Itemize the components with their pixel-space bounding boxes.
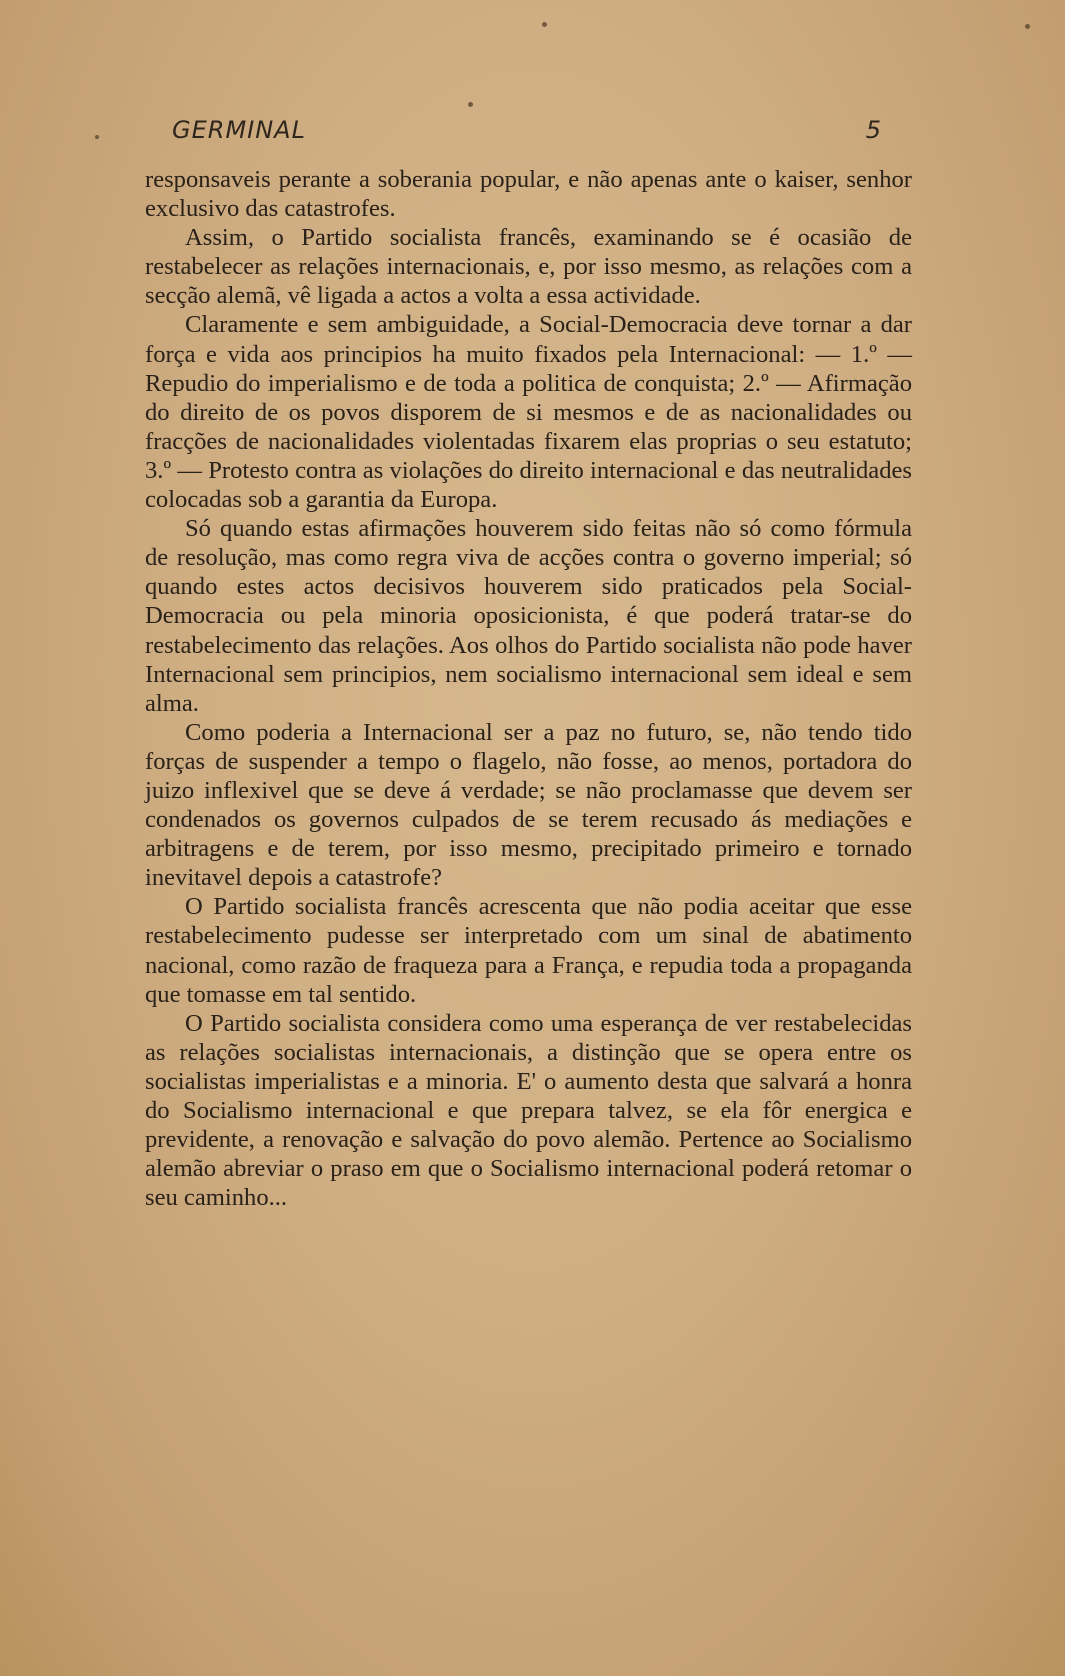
paragraph: responsaveis perante a soberania popular, e não apenas ante o kaiser, senhor exclusivo das catastrofes.	[145, 166, 912, 223]
paragraph: Assim, o Partido socialista francês, examinando se é ocasião de restabelecer as relações internacionais, e, por isso mesmo, as relações com a secção alemã, vê ligada a actos a volta a essa actividade.	[145, 224, 912, 310]
paper-speck	[542, 22, 547, 27]
paper-speck	[95, 135, 99, 139]
paragraph: Claramente e sem ambiguidade, a Social-Democracia deve tornar a dar força e vida aos principios ha muito fixados pela Internacional: — 1.º — Repudio do imperialismo e de toda a politica de conquista; 2.º — Afirmação do direito de os povos disporem de si mesmos e de as nacionalidades ou fracções de nacionalidades violentadas fixarem elas proprias o seu estatuto; 3.º — Protesto contra as violações do direito internacional e das neutralidades colocadas sob a garantia da Europa.	[145, 311, 912, 514]
paragraph: Só quando estas afirmações houverem sido feitas não só como fórmula de resolução, mas como regra viva de acções contra o governo imperial; só quando estes actos decisivos houverem sido praticados pela Social-Democracia ou pela minoria oposicionista, é que poderá tratar-se do restabelecimento das relações. Aos olhos do Partido socialista não pode haver Internacional sem principios, nem socialismo internacional sem ideal e sem alma.	[145, 515, 912, 717]
paper-speck	[468, 102, 473, 107]
paragraph: Como poderia a Internacional ser a paz no futuro, se, não tendo tido forças de suspender a tempo o flagelo, não fosse, ao menos, portadora do juizo inflexivel que se deve á verdade; se não proclamasse que devem ser condenados os governos culpados de se terem recusado ás mediações e arbitragens e de terem, por isso mesmo, precipitado primeiro e tornado inevitavel depois a catastrofe?	[145, 718, 912, 892]
running-title: GERMINAL	[172, 116, 306, 144]
body-text	[145, 165, 912, 1212]
page-header	[172, 116, 882, 156]
page-number: 5	[865, 116, 882, 144]
paragraph: O Partido socialista francês acrescenta que não podia aceitar que esse restabelecimento pudesse ser interpretado com um sinal de abatimento nacional, como razão de fraqueza para a França, e repudia toda a propaganda que tomasse em tal sentido.	[145, 893, 912, 1008]
paragraph: O Partido socialista considera como uma esperança de ver restabelecidas as relações socialistas internacionais, a distinção que se opera entre os socialistas imperialistas e a minoria. E' o aumento desta que salvará a honra do Socialismo internacional e que prepara talvez, se ela fôr energica e previdente, a renovação e salvação do povo alemão. Pertence ao Socialismo alemão abreviar o praso em que o Socialismo internacional poderá retomar o seu caminho...	[145, 1009, 912, 1212]
paper-speck	[1025, 24, 1030, 29]
